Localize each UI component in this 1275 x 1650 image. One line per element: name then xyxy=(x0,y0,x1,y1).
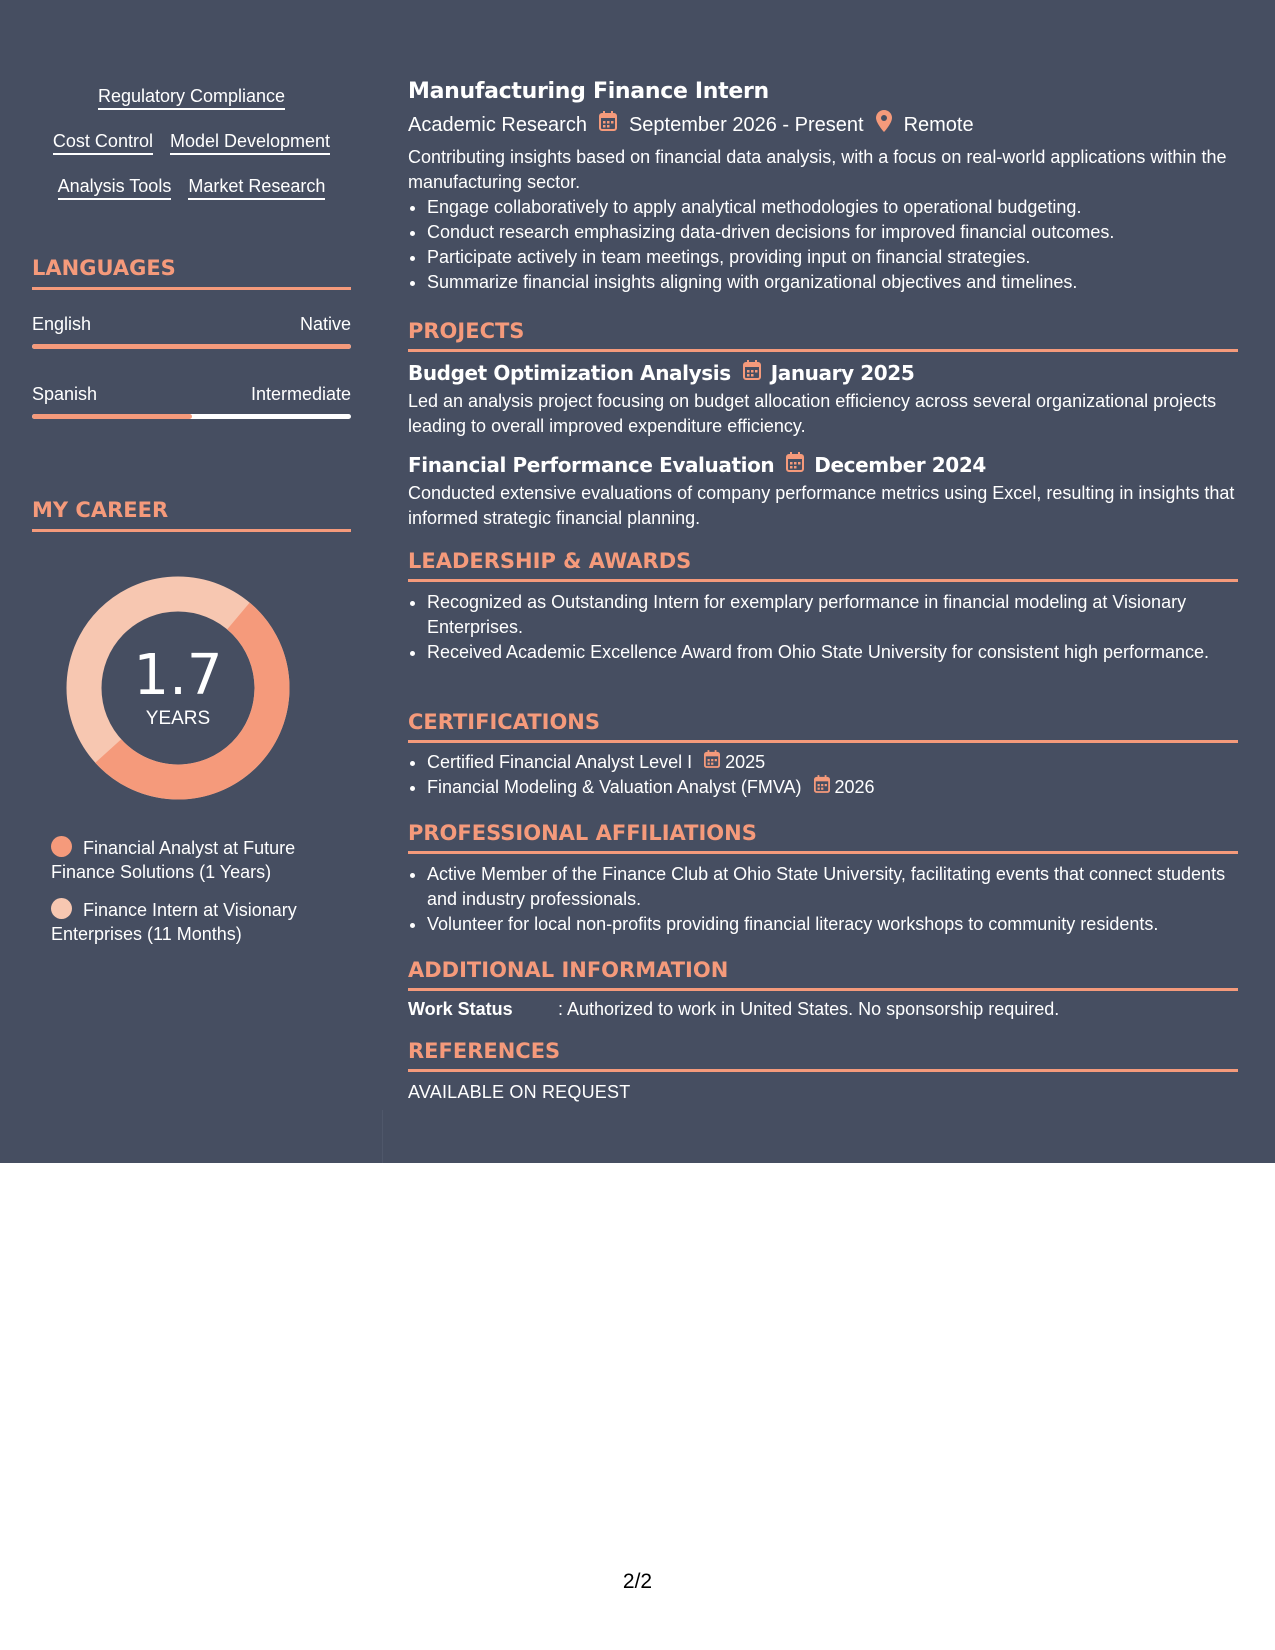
certifications-list xyxy=(408,750,1238,800)
skills-row-2 xyxy=(32,131,351,176)
job-location: Remote xyxy=(903,113,974,136)
language-proficiency-fill xyxy=(32,414,192,419)
career-legend-item xyxy=(51,898,351,946)
references-heading: REFERENCES xyxy=(408,1038,1238,1072)
project-description: Conducted extensive evaluations of company performance metrics using Excel, resulting in insights that informed strategic financial planning. xyxy=(408,483,1235,528)
certification-year: 2025 xyxy=(725,752,766,772)
job-bullet: • Conduct research emphasizing data-driven decisions for improved financial outcomes. xyxy=(427,220,1238,245)
certification-item xyxy=(427,775,1238,800)
affiliation-item: • Volunteer for local non-profits providing financial literacy workshops to community residents. xyxy=(427,912,1238,937)
job-company: Academic Research xyxy=(408,113,587,136)
project-date: January 2025 xyxy=(770,361,915,385)
certification-item xyxy=(427,750,1238,775)
award-item: • Received Academic Excellence Award from Ohio State University for consistent high performance. xyxy=(427,640,1238,665)
calendar-icon xyxy=(786,452,804,478)
career-total-years: 1.7 xyxy=(133,643,223,708)
skill-tag: Analysis Tools xyxy=(58,176,172,200)
language-name: Spanish xyxy=(32,384,98,404)
certification-year: 2026 xyxy=(834,777,875,797)
career-legend-label: Financial Analyst at Future Finance Solutions (1 Years) xyxy=(51,838,296,882)
language-item xyxy=(32,313,351,349)
legend-dot xyxy=(51,836,72,857)
skill-tag: Market Research xyxy=(188,176,325,200)
skill-tag: Model Development xyxy=(170,131,330,155)
job-bullet: • Summarize financial insights aligning with organizational objectives and timelines. xyxy=(427,270,1238,295)
job-meta xyxy=(408,110,974,139)
calendar-icon xyxy=(599,111,617,138)
affiliation-item: • Active Member of the Finance Club at Ohio State University, facilitating events that connect students and industry professionals. xyxy=(427,862,1238,912)
certifications-heading: CERTIFICATIONS xyxy=(408,709,1238,743)
language-proficiency-fill xyxy=(32,344,351,349)
project-name: Financial Performance Evaluation xyxy=(408,453,775,477)
projects-heading: PROJECTS xyxy=(408,318,1238,352)
job-title: Manufacturing Finance Intern xyxy=(408,79,769,104)
calendar-icon xyxy=(814,775,830,800)
awards-list xyxy=(408,590,1238,665)
language-level: Native xyxy=(299,314,351,334)
column-divider xyxy=(382,1110,383,1163)
award-item: • Recognized as Outstanding Intern for exemplary performance in financial modeling at Visionary Enterprises. xyxy=(427,590,1238,640)
languages-heading: LANGUAGES xyxy=(32,255,351,290)
career-donut-chart xyxy=(66,576,290,800)
project-description: Led an analysis project focusing on budget allocation efficiency across several organizational projects leading to overall improved expenditure efficiency. xyxy=(408,391,1217,436)
project-name: Budget Optimization Analysis xyxy=(408,361,731,385)
career-years-unit: YEARS xyxy=(145,708,211,729)
job-bullet: • Engage collaboratively to apply analytical methodologies to operational budgeting. xyxy=(427,195,1238,220)
job-dates: September 2026 - Present xyxy=(628,113,864,136)
legend-dot xyxy=(51,898,72,919)
affiliations-heading: PROFESSIONAL AFFILIATIONS xyxy=(408,820,1238,854)
language-proficiency-bar xyxy=(32,414,351,419)
job-summary: Contributing insights based on financial data analysis, with a focus on real-world applications within the manufacturing sector. xyxy=(408,147,1227,192)
project-date: December 2024 xyxy=(814,453,986,477)
additional-info-heading: ADDITIONAL INFORMATION xyxy=(408,957,1238,991)
map-pin-icon xyxy=(876,110,892,139)
language-level: Intermediate xyxy=(250,384,351,404)
calendar-icon xyxy=(743,360,761,386)
job-bullets xyxy=(408,195,1238,295)
references-text: AVAILABLE ON REQUEST xyxy=(408,1082,631,1102)
skill-tag: Cost Control xyxy=(53,131,153,155)
project-item xyxy=(408,452,1238,531)
skill-tag: Regulatory Compliance xyxy=(98,86,285,110)
work-status-value: : Authorized to work in United States. No sponsorship required. xyxy=(558,999,1060,1019)
language-proficiency-bar xyxy=(32,344,351,349)
job-bullet: • Participate actively in team meetings, providing input on financial strategies. xyxy=(427,245,1238,270)
calendar-icon xyxy=(704,750,720,775)
skills-list xyxy=(32,86,351,221)
career-legend-item xyxy=(51,836,351,884)
certification-name: Certified Financial Analyst Level I xyxy=(427,752,693,772)
work-status-label: Work Status xyxy=(408,999,513,1019)
awards-heading: LEADERSHIP & AWARDS xyxy=(408,548,1238,582)
job-description xyxy=(408,145,1238,295)
language-item xyxy=(32,383,351,419)
project-item xyxy=(408,360,1238,439)
skills-row-1 xyxy=(32,86,351,131)
career-legend xyxy=(51,836,351,960)
career-legend-label: Finance Intern at Visionary Enterprises (11 Months) xyxy=(51,900,297,944)
skills-row-3 xyxy=(32,176,351,221)
work-status-row xyxy=(408,997,1059,1021)
certification-name: Financial Modeling & Valuation Analyst (FMVA) xyxy=(427,777,802,797)
language-name: English xyxy=(32,314,92,334)
page-number: 2/2 xyxy=(622,1570,653,1593)
affiliations-list xyxy=(408,862,1238,937)
career-heading: MY CAREER xyxy=(32,497,351,532)
